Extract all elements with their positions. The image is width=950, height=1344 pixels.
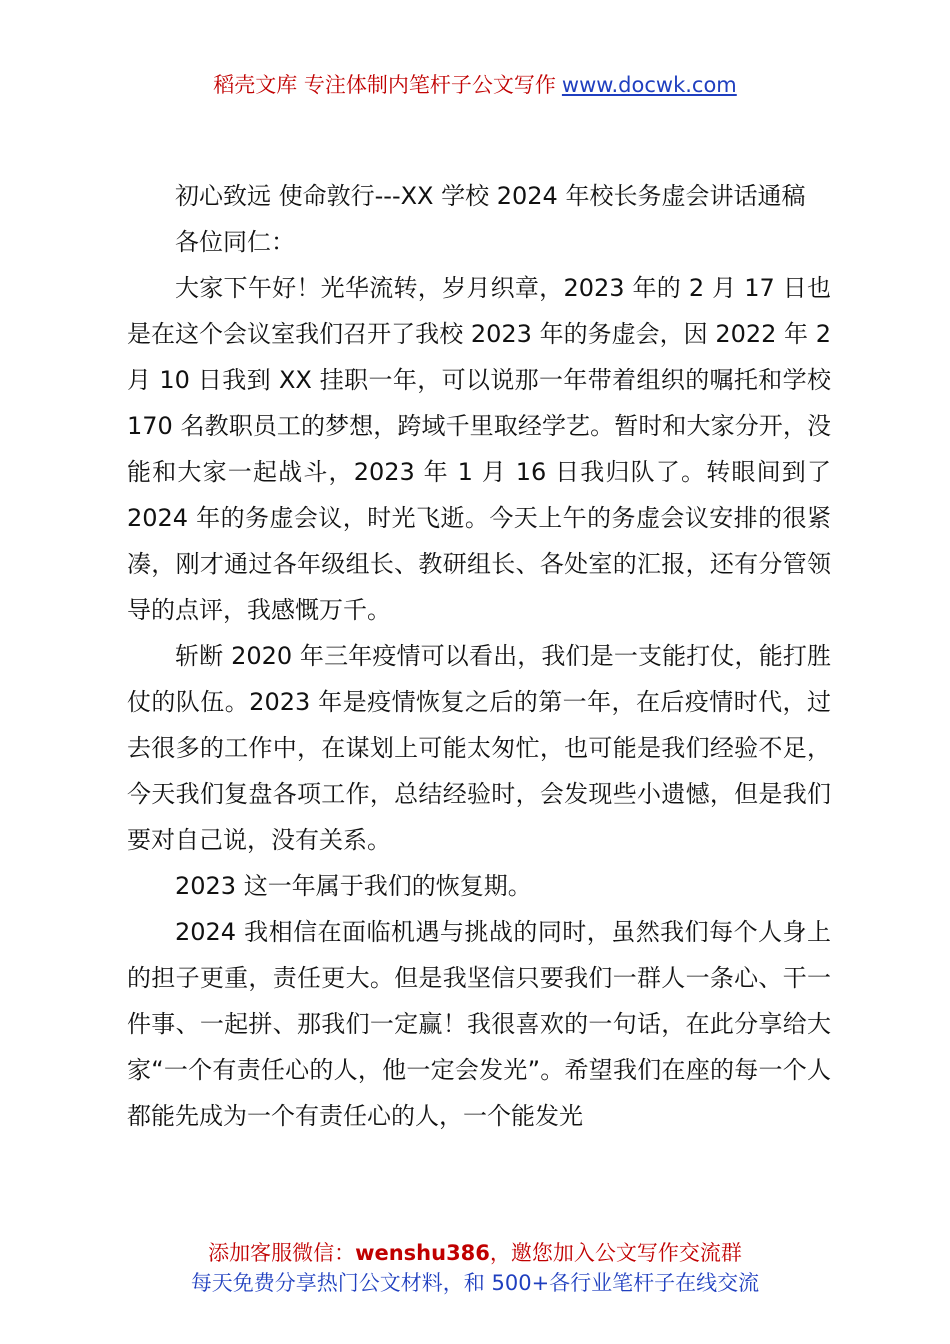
footer-wechat-line — [0, 1238, 950, 1268]
footer-share-line: 每天免费分享热门公文材料，和 500+各行业笔杆子在线交流 — [190, 1271, 760, 1295]
header-site-link[interactable]: www.docwk.com — [561, 73, 737, 97]
footer-wechat-suffix: ，邀您加入公文写作交流群 — [489, 1241, 742, 1265]
paragraph: 2024 我相信在面临机遇与挑战的同时，虽然我们每个人身上的担子更重，责任更大。但是我坚信只要我们一群人一条心、干一件事、一起拼、那我们一定赢！我很喜欢的一句话，在此分享给大家“一个有责任心的人，他一定会发光”。希望我们在座的每一个人都能先成为一个有责任心的人，一个能发光 — [127, 918, 831, 1130]
page-header — [0, 70, 950, 100]
footer-wechat-id: wenshu386 — [355, 1241, 490, 1265]
document-body — [127, 173, 831, 1139]
paragraph: 大家下午好！光华流转，岁月织章，2023 年的 2 月 17 日也是在这个会议室我们召开了我校 2023 年的务虚会，因 2022 年 2 月 10 日我到 XX 挂职一年，可以说那一年带着组织的嘱托和学校 170 名教职员工的梦想，跨域千里取经学艺。暂时和大家分开，没能和大家一起战斗，2023 年 1 月 16 日我归队了。转眼间到了 2024 年的务虚会议，时光飞逝。今天上午的务虚会议安排的很紧凑，刚才通过各年级组长、教研组长、各处室的汇报，还有分管领导的点评，我感慨万千。 — [127, 274, 831, 624]
document-title: 初心致远 使命敦行---XX 学校 2024 年校长务虚会讲话通稿 — [175, 182, 806, 210]
document-salutation: 各位同仁： — [175, 228, 295, 256]
paragraph: 2023 这一年属于我们的恢复期。 — [175, 872, 532, 900]
paragraph: 斩断 2020 年三年疫情可以看出，我们是一支能打仗，能打胜仗的队伍。2023 年是疫情恢复之后的第一年，在后疫情时代，过去很多的工作中，在谋划上可能太匆忙，也可能是我们经验不足，今天我们复盘各项工作，总结经验时，会发现些小遗憾，但是我们要对自己说，没有关系。 — [127, 642, 831, 854]
header-brand: 稻壳文库 专注体制内笔杆子公文写作 — [213, 73, 556, 97]
page-footer — [0, 1238, 950, 1298]
footer-wechat-prefix: 添加客服微信： — [208, 1241, 356, 1265]
